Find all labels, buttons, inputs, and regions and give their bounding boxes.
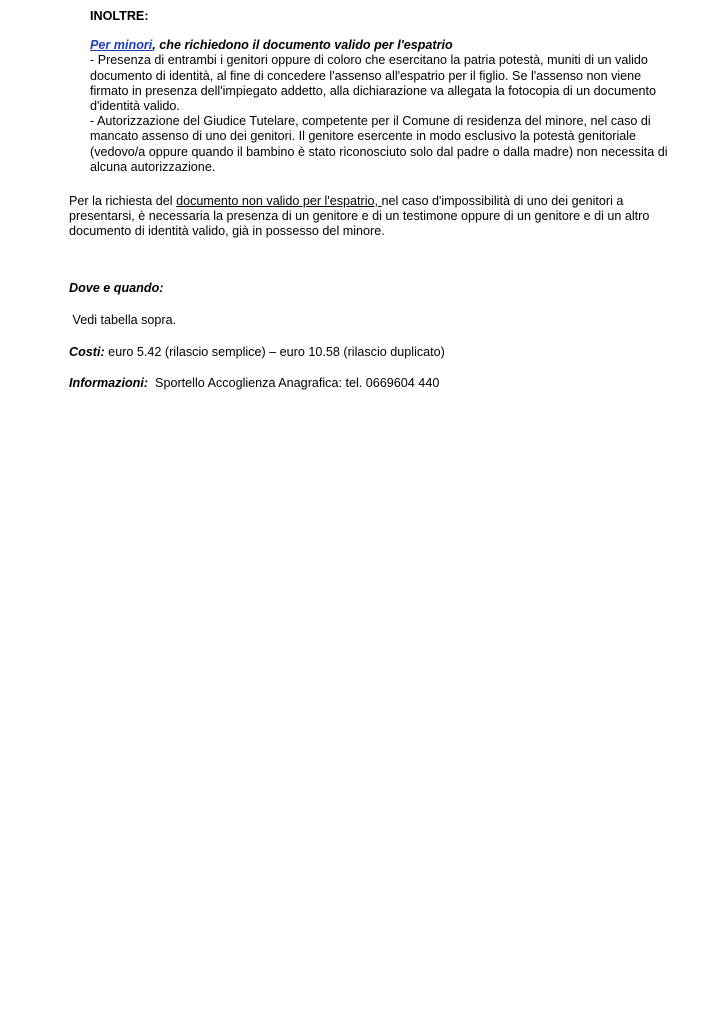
info-section	[69, 376, 669, 391]
inoltre-line-7: (vedovo/a oppure quando il bambino è stato riconosciuto solo dal padre o dalla madre) non necessita di	[90, 144, 668, 159]
info-text: Sportello Accoglienza Anagrafica: tel. 0669604 440	[148, 376, 440, 390]
non-valid-document-paragraph	[69, 194, 669, 240]
costs-line	[69, 345, 669, 360]
costs-label: Costi:	[69, 345, 105, 359]
non-valid-line-1	[69, 194, 669, 209]
non-valid-line-3: documento di identità valido, già in possesso del minore.	[69, 224, 385, 239]
where-when-text: Vedi tabella sopra.	[69, 313, 177, 327]
inoltre-heading: INOLTRE:	[90, 9, 149, 23]
inoltre-line-3: firmato in presenza dell'impiegato addetto, alla dichiarazione va allegata la fotocopia di un documento	[90, 83, 656, 98]
inoltre-line-1: - Presenza di entrambi i genitori oppure di coloro che esercitano la patria potestà, muniti di un valido	[90, 53, 648, 68]
info-label: Informazioni:	[69, 376, 149, 390]
per-minori-link[interactable]: Per minori	[90, 38, 153, 53]
inoltre-line-4: d'identità valido.	[90, 99, 180, 114]
minori-heading-line	[90, 38, 690, 53]
non-valid-line-2: presentarsi, è necessaria la presenza di un genitore e di un testimone oppure di un genitore e di un altro	[69, 209, 650, 224]
minori-heading-rest: , che richiedono il documento valido per l'espatrio	[152, 38, 453, 53]
inoltre-section	[90, 9, 690, 175]
where-when-text-block	[69, 313, 669, 328]
where-when-heading: Dove e quando:	[69, 281, 164, 295]
costs-section	[69, 345, 669, 360]
inoltre-line-8: alcuna autorizzazione.	[90, 159, 216, 174]
spacer	[90, 24, 690, 38]
inoltre-line-2: documento di identità, al fine di concedere l'assenso all'espatrio per il figlio. Se l'assenso non viene	[90, 68, 642, 83]
where-when-section	[69, 281, 669, 296]
non-valid-prefix: Per la richiesta del	[69, 194, 177, 208]
non-valid-underlined-link[interactable]: documento non valido per l'espatrio,	[176, 194, 382, 208]
inoltre-line-5: - Autorizzazione del Giudice Tutelare, competente per il Comune di residenza del minore, nel caso di	[90, 114, 651, 129]
inoltre-line-6: mancato assenso di uno dei genitori. Il genitore esercente in modo esclusivo la potestà genitoriale	[90, 129, 637, 144]
costs-text: euro 5.42 (rilascio semplice) – euro 10.58 (rilascio duplicato)	[104, 345, 445, 359]
info-line	[69, 376, 669, 391]
non-valid-suffix: nel caso d'impossibilità di uno dei genitori a	[381, 194, 624, 208]
